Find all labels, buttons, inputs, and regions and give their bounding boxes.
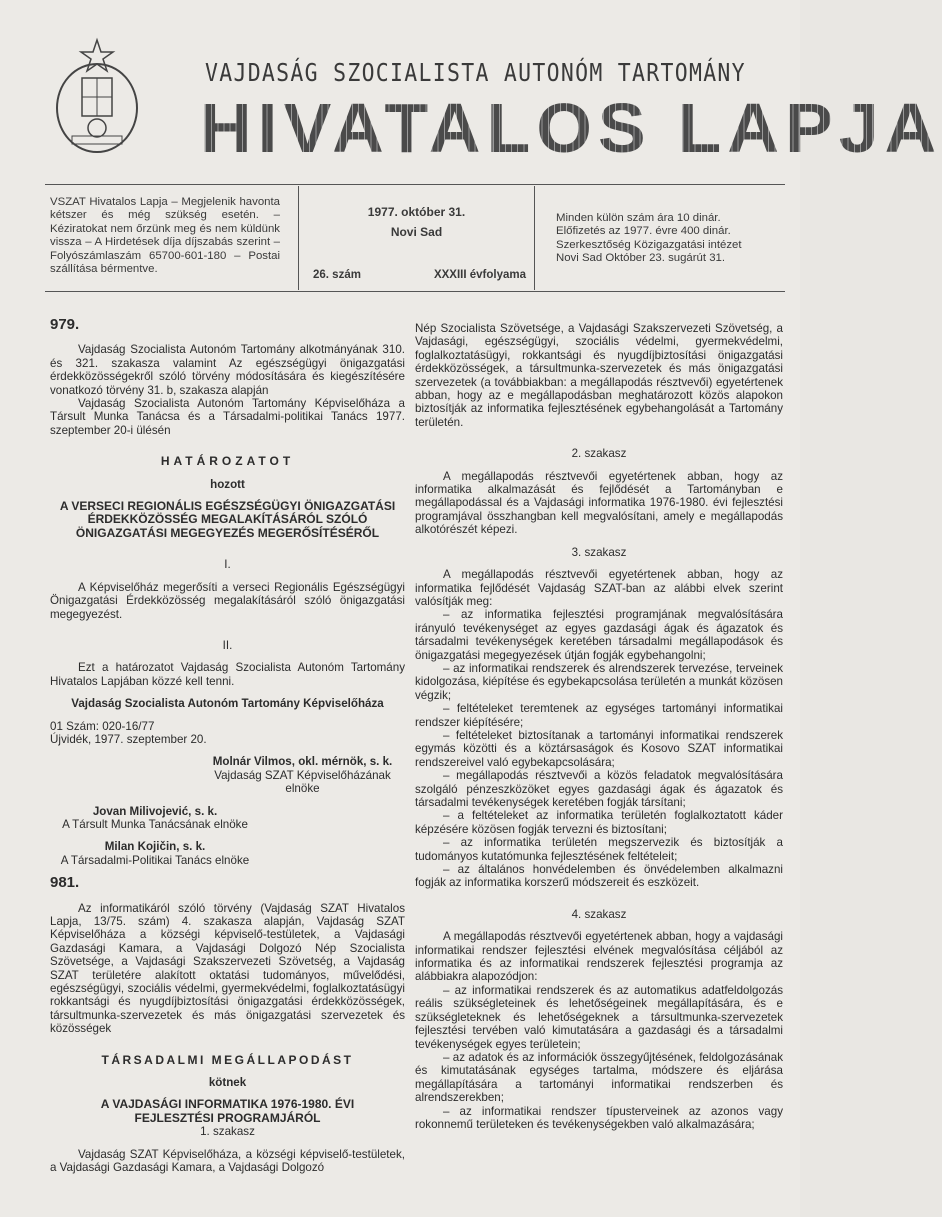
list-item: – az informatika területén megszervezik és biztosítják a tudományos kutatómunka fejlesztésének feltételeit; xyxy=(415,836,783,863)
list-item: – az informatikai rendszerek és alrendszerek tervezése, terveinek kidolgozása, kiépítése és egybekapcsolása területén a munkát közösen végzik; xyxy=(415,661,784,702)
section-heading: 2. szakasz xyxy=(571,447,627,461)
reference-number: 01 Szám: 020-16/77 xyxy=(50,719,155,733)
issue-number: 26. szám xyxy=(313,268,361,281)
issue-date: 1977. október 31. xyxy=(367,205,466,219)
signatory-name: Jovan Milivojević, s. k. xyxy=(92,804,218,818)
price-line: Minden külön szám ára 10 dinár. xyxy=(556,212,721,224)
heading: HATÁROZATOT xyxy=(160,454,295,469)
document-number: 981. xyxy=(50,874,80,892)
editorial-line: Szerkesztőség Közigazgatási intézet xyxy=(556,238,742,251)
paragraph: Vajdaság Szocialista Autonóm Tartomány alkotmányának 310. és 321. szakasza valamint Az egészségügyi önigazgatási érdekközösségekről szóló törvény módosítására és kiegészítésére vonatkozó törvény 31. b, szakasza alapján xyxy=(50,343,405,397)
subscription-info xyxy=(556,186,786,316)
subheading: hozott xyxy=(210,477,245,491)
subheading: kötnek xyxy=(208,1076,247,1090)
section-heading: 4. szakasz xyxy=(571,907,627,921)
list-item: – a feltételeket az informatika területén foglalkoztatott káder képzésére közösen fogják tervezni és biztosítani; xyxy=(415,809,783,836)
issue-box xyxy=(298,186,535,290)
list-item: – az adatok és az információk összegyűjtésének, feldolgozásának és kimutatásának egységes tartalma, módszere és eljárása megállapítására a tartományi informatikai rendszerben és alrendszerekben; xyxy=(415,1050,783,1105)
publication-notice: VSZAT Hivatalos Lapja – Megjelenik havonta kétszer és még szükség esetén. – Kéziratokat nem őrzünk meg és nem küldünk vissza – A Hirdetések díja díjszabás szerint – Folyószámlaszám 65700-601-180 – Postai szállítása bérmentve. xyxy=(50,196,280,276)
masthead-subtitle: VAJDASÁG SZOCIALISTA AUTONÓM TARTOMÁNY xyxy=(205,58,746,87)
list-item: – feltételeket teremtenek az egységes tartományi informatikai rendszer kiépítésére; xyxy=(415,702,783,729)
list-item: – az általános honvédelemben és önvédelemben alkalmazni fogják az informatika korszerű módszereit és eszközeit. xyxy=(415,863,783,890)
list-item: – az informatikai rendszerek és az automatikus adatfeldolgozás reális szükségleteinek és lehetőségeinek megállapítására, és e szükségleteknek és lehetőségeknek a társultmunka-szervezetek fejlesztési tervében való kimutatására a gazdasági és a társadalmi tevékenységek egyes területein; xyxy=(415,983,783,1051)
document-number: 979. xyxy=(50,316,80,333)
signatory-role: A Társadalmi-Politikai Tanács elnöke xyxy=(60,853,250,867)
divider xyxy=(45,184,785,185)
section-number: II. xyxy=(222,638,233,652)
signatory-name: Milan Kojičin, s. k. xyxy=(104,840,206,854)
paragraph: Vajdaság Szocialista Autonóm Tartomány Képviselőháza a Társult Munka Tanácsa és a Társadalmi-politikai Tanács 1977. szeptember 20-i ülésén xyxy=(50,397,405,437)
list-item: – az informatika fejlesztési programjának megvalósítására irányuló tevékenységet az egyes gazdasági ágak és ágazatok és társadalmi tevékenységek keretében társadalmi megállapodások és önigazgatási megegyezések útján fogják egybehangolni; xyxy=(415,608,783,662)
signatory-role: elnöke xyxy=(285,782,320,796)
paragraph: A Képviselőház megerősíti a verseci Regionális Egészségügyi Önigazgatási Érdekközösség megalakításáról szóló önigazgatási megegyezést. xyxy=(50,580,405,621)
paragraph: Az informatikáról szóló törvény (Vajdaság SZAT Hivatalos Lapja, 13/75. szám) 4. szakasza alapján, Vajdaság SZAT Képviselőháza a községi képviselő-testületek, a Vajdasági Gazdasági Kamara, a Vajdasági Dolgozó Nép Szocialista Szövetsége, a Vajdasági Szakszervezeti Szövetség, a Vajdaság SZAT területére alakított oktatási tudományos, művelődési, egészségügyi, szociális védelmi, gyermekvédelmi, foglalkoztatásügyi rokkantsági és nyugdíjbiztosítási önigazgatási érdekközösségek, társultmunka-szervezetek és más önigazgatási szervezetek és közösségek xyxy=(50,901,405,1036)
paragraph: A megállapodás résztvevői egyetértenek abban, hogy az informatika fejlődését Vajdaság SZAT-ban az alábbi elvek szerint valósítják meg: xyxy=(415,568,783,608)
signatory-name: Molnár Vilmos, okl. mérnök, s. k. xyxy=(212,755,393,769)
section-number: I. xyxy=(224,558,231,572)
divider xyxy=(45,291,785,292)
left-column xyxy=(50,318,405,1175)
issue-volume: XXXIII évfolyama xyxy=(433,268,526,281)
place-date: Újvidék, 1977. szeptember 20. xyxy=(50,732,207,746)
section-heading: 3. szakasz xyxy=(571,545,627,559)
list-item: – megállapodás résztvevői a közös feladatok megvalósítására szolgáló pénzeszközöket egyes gazdasági ágak és ágazatok és társadalmi tevékenységek keretében fogják társítani; xyxy=(415,769,783,809)
right-column xyxy=(415,322,783,1131)
agreement-title: A VAJDASÁGI INFORMATIKA 1976-1980. ÉVI FEJLESZTÉSI PROGRAMJÁRÓL xyxy=(100,1097,355,1125)
paragraph: Ezt a határozatot Vajdaság Szocialista Autonóm Tartomány Hivatalos Lapjában közzé kell tenni. xyxy=(50,661,405,688)
coat-of-arms-emblem xyxy=(52,38,142,156)
signatory-role: A Társult Munka Tanácsának elnöke xyxy=(62,817,248,831)
subscription-line: Előfizetés az 1977. évre 400 dinár. xyxy=(556,225,731,238)
resolution-title: A VERSECI REGIONÁLIS EGÉSZSÉGÜGYI ÖNIGAZGATÁSI ÉRDEKKÖZÖSSÉG MEGALAKÍTÁSÁRÓL SZÓLÓ ÖNIGAZGATÁSI MEGEGYEZÉS MEGERŐSÍTÉSÉRŐL xyxy=(59,499,396,540)
paragraph: Vajdaság SZAT Képviselőháza, a községi képviselő-testületek, a Vajdasági Gazdasági Kamara, a Vajdasági Dolgozó xyxy=(50,1147,405,1175)
paragraph: Nép Szocialista Szövetsége, a Vajdasági Szakszervezeti Szövetség, a Vajdasági, egészségügyi, szociális védelmi, gyermekvédelmi, foglalkoztatásügyi, rokkantsági és nyugdíjbiztosítási önigazgatási érdekközösségek, a társultmunka-szervezetek és más önigazgatási szervezetek (a továbbiakban: a megállapodás résztvevői) egyetértenek abban, hogy az e megállapodásban meghatározott közös alapokon biztosítják az informatika fejlesztésének egybehangolását a Tartomány területén. xyxy=(415,322,783,429)
list-item: – feltételeket biztosítanak a tartományi informatikai rendszerek egymás közötti és a köztársaságok és Kosovo SZAT informatikai rendszereivel való egybekapcsolására; xyxy=(415,728,783,769)
list-item: – az informatikai rendszer típusterveinek az azonos vagy rokonnemű területeken és tevékenységekben való alkalmazására; xyxy=(415,1104,783,1131)
masthead-title: HIVATALOS LAPJA xyxy=(200,89,942,167)
paragraph: A megállapodás résztvevői egyetértenek abban, hogy az informatika alkalmazását és fejlődését a Tartományban e megállapodással és a Vajdasági informatika 1976-1980. évi fejlesztési programjával összhangban kell megvalósítani, amely e megállapodás alkotórészét képezi. xyxy=(415,469,783,537)
address-line: Novi Sad Október 23. sugárút 31. xyxy=(556,252,726,265)
signatory-role: Vajdaság SZAT Képviselőházának xyxy=(214,768,391,782)
issue-city: Novi Sad xyxy=(390,225,443,239)
paragraph: A megállapodás résztvevői egyetértenek abban, hogy a vajdasági informatikai rendszer fejlesztési elvének megvalósítása céljából az informatika és az informatikai rendszerek fejlesztési programja az alábbiakra alapozódjon: xyxy=(415,930,783,984)
issuer: Vajdaság Szocialista Autonóm Tartomány Képviselőháza xyxy=(71,697,384,711)
section-heading: 1. szakasz xyxy=(200,1125,255,1139)
heading: TÁRSADALMI MEGÁLLAPODÁST xyxy=(101,1052,354,1067)
